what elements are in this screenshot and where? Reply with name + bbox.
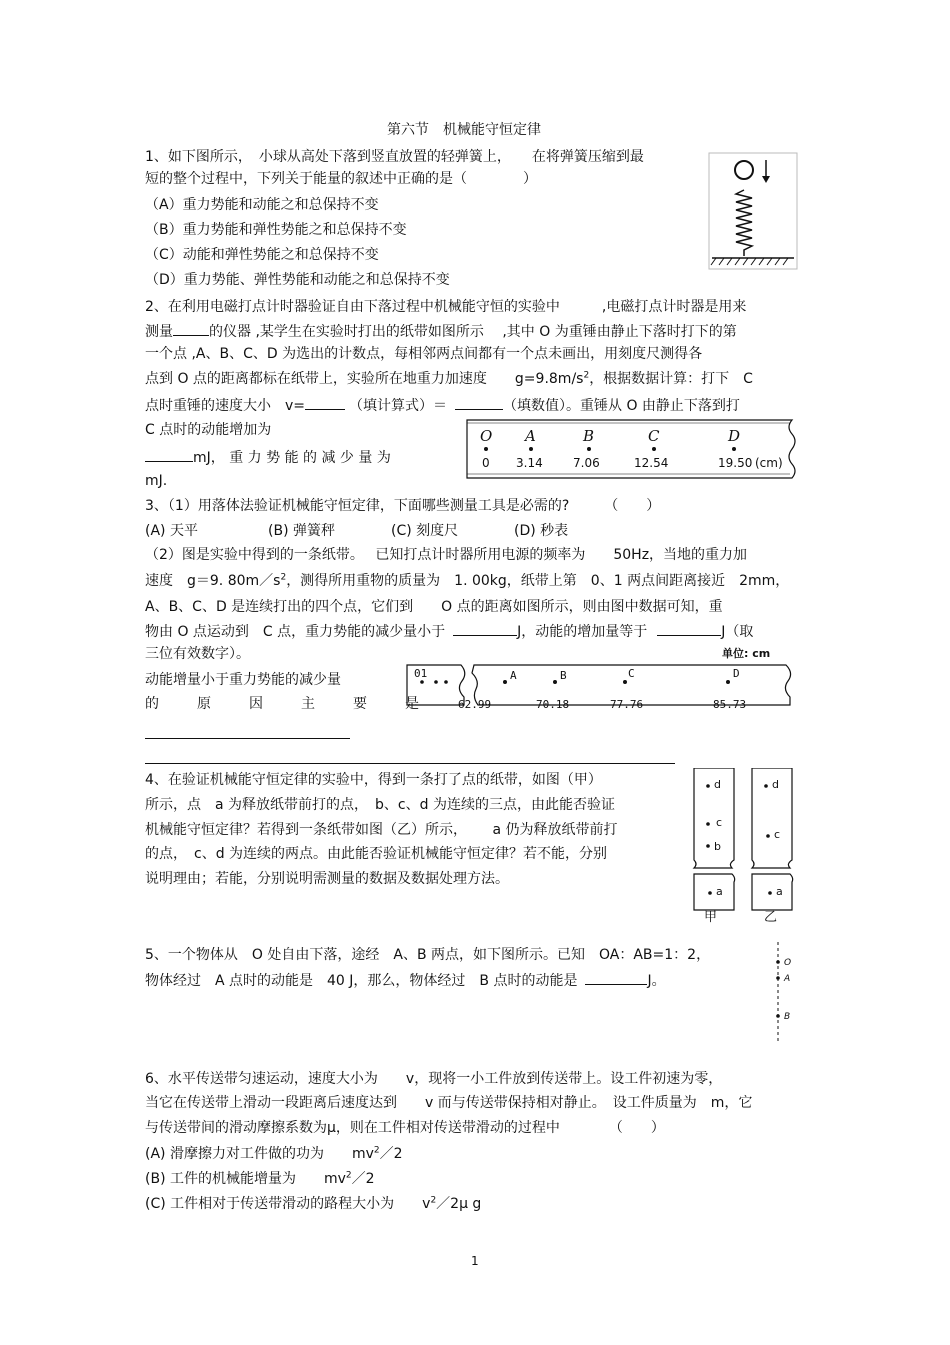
q3-line-7: 三位有效数字）。 [145,646,250,662]
q2-velocity-label: 点时重锤的速度大小 v= [145,398,306,414]
page-title: 第六节 机械能守恒定律 [387,122,541,138]
q3-line-6-end: J（取 [721,624,754,640]
q3-blank-potential[interactable] [453,621,517,636]
q1-option-b: （B）重力势能和弹性势能之和总保持不变 [145,222,407,238]
q1-option-d: （D）重力势能、弹性势能和动能之和总保持不变 [145,272,450,288]
q3-option-b: (B) 弹簧秤 [268,523,335,539]
q6-option-c-end: ／2μ g [436,1196,482,1212]
q3-value-b: 70.18 [536,698,570,711]
tape-dot-a [529,447,533,451]
q3-tape-figure [406,645,798,713]
tape-dot-b [587,447,591,451]
q5-label-o: O [784,958,792,968]
q3-value-a: 62.99 [458,698,492,711]
q6-option-b [145,1170,375,1188]
jia-dot-b [706,844,710,848]
q3-option-a: (A) 天平 [145,523,198,539]
q2-line-8: mJ. [145,473,168,489]
tape-value-c: 12.54 [634,456,669,470]
q3-label-d: D [733,667,740,680]
q3-unit-label: 单位: cm [722,647,771,660]
jia-label-d: d [714,778,721,791]
q3-option-d: (D) 秒表 [514,523,569,539]
q2-formula-label: （填计算式）＝ [349,398,448,414]
q2-line-7 [145,447,391,467]
q2-line-4-start: 点到 O 点的距离都标在纸带上，实验所在地重力加速度 g=9.8m/s [145,371,584,387]
tape-value-a: 3.14 [516,456,543,470]
q6-option-b-end: ／2 [351,1171,375,1187]
q3-label-c: C [628,667,635,680]
page-number: 1 [471,1254,479,1268]
q3-line-6-mid: J，动能的增加量等于 [517,624,648,640]
jia-label-b: b [714,840,721,853]
q2-line-2-end: 的仪器 ,某学生在实验时打出的纸带如图所示 ,其中 O 为重锤由静止下落时打下的第 [209,324,737,340]
q6-line-2: 当它在传送带上滑动一段距离后速度达到 v 而与传送带保持相对静止。 设工件质量为 m，它 [145,1095,753,1111]
q2-line-4 [145,370,753,388]
q3-blank-kinetic[interactable] [657,621,721,636]
q1-option-c: （C）动能和弹性势能之和总保持不变 [145,247,379,263]
q2-line-2-start: 测量 [145,324,173,340]
jia-dot-a [708,891,712,895]
q3-option-c: (C) 刻度尺 [391,523,459,539]
q3-label-b: B [560,669,567,682]
q5-label-a: A [784,974,791,984]
q3-dot-b [553,680,557,684]
q2-blank-instrument[interactable] [173,321,209,336]
q2-line-2 [145,321,737,341]
q3-exp: 2 [280,572,287,583]
q3-dot-c [623,680,627,684]
tape-label-b: B [583,427,595,445]
q3-answer-line-2[interactable] [145,763,675,764]
q5-line-2 [145,970,666,990]
q6-option-a-end: ／2 [379,1146,403,1162]
q2-blank-formula[interactable] [305,395,345,410]
q5-blank-energy[interactable] [585,970,647,985]
q2-line-1: 2、在利用电磁打点计时器验证自由下落过程中机械能守恒的实验中 ,电磁打点计时器是用来 [145,299,747,315]
q3-line-9: 的原因主要是 [145,696,457,712]
q6-option-c [145,1195,481,1213]
tape-value-o: 0 [482,456,490,470]
tape-dot-c [652,447,656,451]
q5-point-a [776,976,780,980]
yi-dot-a [768,891,772,895]
q3-line-6-start: 物由 O 点运动到 C 点，重力势能的减少量小于 [145,624,446,640]
yi-caption: 乙 [764,910,778,925]
q5-line-2-end: J。 [647,973,666,989]
ball-icon [735,161,753,179]
q6-option-a [145,1145,403,1163]
q6-option-a-start: (A) 滑摩擦力对工件做的功为 mv [145,1146,374,1162]
q6-option-b-start: (B) 工件的机械能增量为 mv [145,1171,346,1187]
q3-line-8: 动能增量小于重力势能的减少量 [145,672,341,688]
q5-line-1: 5、一个物体从 O 处自由下落，途经 A、B 两点，如下图所示。已知 OA：AB=1：2， [145,947,711,963]
q3-line-1: 3、（1）用落体法验证机械能守恒定律，下面哪些测量工具是必需的? （ ） [145,498,661,514]
q3-value-d: 85.73 [713,698,747,711]
tape-value-d: 19.50 [718,456,753,470]
q1-line-1: 1、如下图所示， 小球从高处下落到竖直放置的轻弹簧上， 在将弹簧压缩到最 [145,149,644,165]
q6-a-exp: 2 [373,1145,380,1156]
yi-label-c: c [774,828,781,841]
q3-line-5: A、B、C、D 是连续打出的四个点，它们到 O 点的距离如图所示，则由图中数据可知，重 [145,599,723,615]
q2-blank-value[interactable] [455,395,503,410]
jia-dot-d [706,784,710,788]
q2-line-7-text: mJ， 重 力 势 能 的 减 少 量 为 [193,450,391,466]
q2-line-3: 一个点 ,A、B、C、D 为选出的计数点，每相邻两点间都有一个点未画出，用刻度尺测得各 [145,346,703,362]
tape-label-o: O [480,427,493,445]
q3-answer-line-1[interactable] [145,738,350,739]
jia-caption: 甲 [704,910,718,925]
q3-start-label: 01 [414,667,428,680]
q6-option-c-start: (C) 工件相对于传送带滑动的路程大小为 v [145,1196,431,1212]
q4-line-3: 机械能守恒定律？若得到一条纸带如图（乙）所示， a 仍为释放纸带前打 [145,822,618,838]
q2-tape-figure [466,419,804,479]
tape-dot-o [484,447,488,451]
q5-fall-figure [770,940,800,1044]
q6-c-exp: 2 [430,1195,437,1206]
spring-icon [736,190,752,256]
q3-label-a: A [510,669,517,682]
q5-label-b: B [784,1012,791,1022]
jia-dot-c [706,822,710,826]
yi-dot-d [764,784,768,788]
q4-line-1: 4、在验证机械能守恒定律的实验中，得到一条打了点的纸带，如图（甲） [145,772,602,788]
q3-line-3: （2）图是实验中得到的一条纸带。 已知打点计时器所用电源的频率为 50Hz，当地的重力加 [145,547,748,563]
tape-label-c: C [648,427,660,445]
q1-line-2: 短的整个过程中，下列关于能量的叙述中正确的是（ ） [145,171,537,187]
q3-line-4-end: ，测得所用重物的质量为 1. 00kg，纸带上第 0、1 两点间距离接近 2mm， [286,573,790,589]
q4-line-5: 说明理由；若能，分别说明需测量的数据及数据处理方法。 [145,871,509,887]
q4-tape-figure [692,768,800,928]
q2-line-5-end: （填数值）。重锤从 O 由静止下落到打 [503,398,740,414]
q6-line-1: 6、水平传送带匀速运动，速度大小为 v，现将一小工件放到传送带上。设工件初速为零， [145,1071,723,1087]
q3-line-4-start: 速度 g＝9. 80m／s [145,573,281,589]
q3-line-4 [145,572,789,590]
q5-point-b [776,1014,780,1018]
yi-dot-c [766,834,770,838]
tape-dot-d [732,447,736,451]
q3-line-6 [145,621,753,641]
ball-spring-figure [708,152,798,270]
q3-dot-a [503,680,507,684]
q2-line-5 [145,395,740,415]
q5-point-o [776,960,780,964]
q4-line-4: 的点， c、d 为连续的两点。由此能否验证机械能守恒定律？若不能，分别 [145,846,608,862]
tape-unit: (cm) [755,456,783,470]
q2-exp: 2 [583,370,590,381]
q6-line-3: 与传送带间的滑动摩擦系数为μ，则在工件相对传送带滑动的过程中 （ ） [145,1120,665,1136]
jia-label-a: a [716,885,723,898]
jia-label-c: c [716,816,723,829]
q2-line-4-end: ，根据数据计算：打下 C [589,371,753,387]
q1-option-a: （A）重力势能和动能之和总保持不变 [145,197,379,213]
q5-line-2-start: 物体经过 A 点时的动能是 40 J，那么，物体经过 B 点时的动能是 [145,973,578,989]
q3-dot-d [726,680,730,684]
yi-label-d: d [772,778,779,791]
q2-blank-kinetic[interactable] [145,447,193,462]
q4-line-2: 所示，点 a 为释放纸带前打的点， b、c、d 为连续的三点，由此能否验证 [145,797,615,813]
q6-b-exp: 2 [345,1170,352,1181]
q3-value-c: 77.76 [610,698,644,711]
yi-label-a: a [776,885,783,898]
tape-label-d: D [728,427,741,445]
tape-label-a: A [525,427,536,445]
q2-line-6: C 点时的动能增加为 [145,422,272,438]
tape-value-b: 7.06 [573,456,600,470]
